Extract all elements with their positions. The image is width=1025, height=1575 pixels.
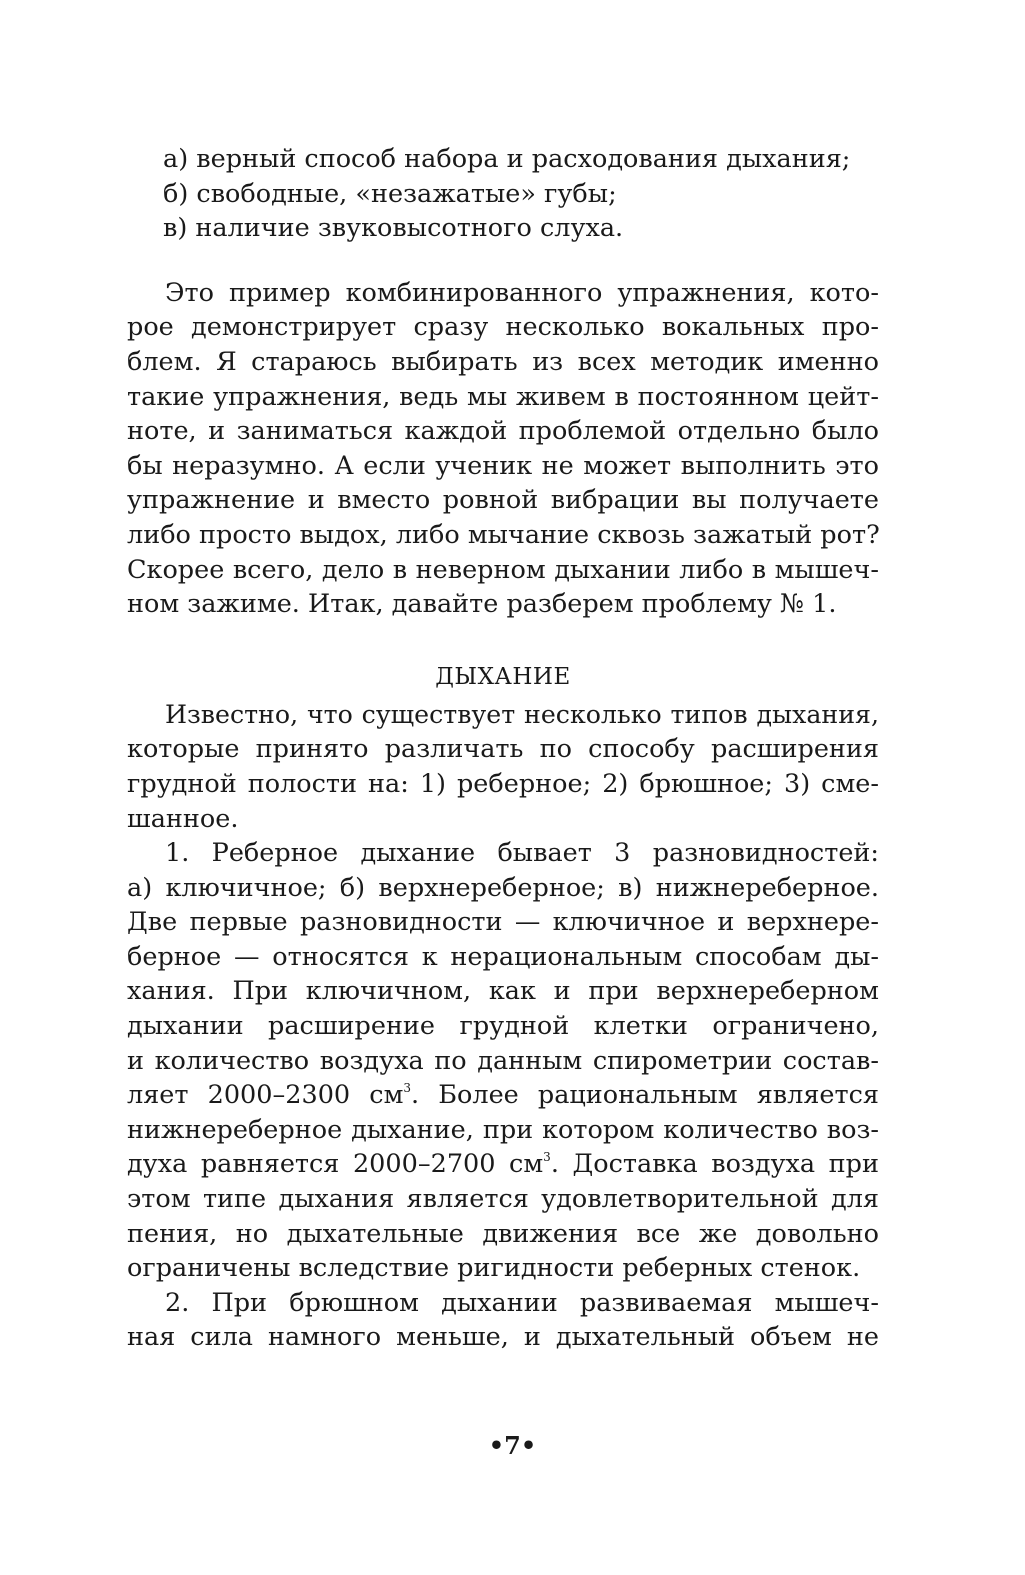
paragraph-line: берное — относятся к нерациональным способам ды-: [127, 941, 879, 972]
list-item: а) верный способ набора и расходования дыхания;: [163, 144, 851, 174]
paragraph-line: ноте, и заниматься каждой проблемой отдельно было: [127, 416, 879, 447]
paragraph-line: а) ключичное; б) верхнереберное; в) нижнереберное.: [127, 872, 879, 903]
paragraph-line: ограничены вследствие ригидности реберных стенок.: [127, 1253, 861, 1284]
paragraph-line: Две первые разновидности — ключичное и верхнере-: [127, 907, 879, 938]
superscript: 3: [543, 1149, 551, 1164]
paragraph-line: рое демонстрирует сразу несколько вокальных про-: [127, 312, 879, 343]
list-item: б) свободные, «незажатые» губы;: [163, 178, 617, 209]
paragraph-line: либо просто выдох, либо мычание сквозь зажатый рот?: [127, 519, 880, 550]
page-body: [127, 142, 879, 1355]
paragraph-line: упражнение и вместо ровной вибрации вы получаете: [127, 485, 879, 516]
text-run: . Более рациональным является: [411, 1080, 879, 1111]
paragraph-abdominal-breathing: [127, 1286, 879, 1355]
text-run: . Доставка воздуха при: [550, 1149, 879, 1180]
paragraph-line: 2. При брюшном дыхании развиваемая мышеч-: [165, 1287, 879, 1318]
paragraph-line: Это пример комбинированного упражнения, кото-: [165, 277, 879, 308]
list-item: в) наличие звуковысотного слуха.: [163, 213, 624, 244]
paragraph-line: хания. При ключичном, как и при верхнереберном: [127, 976, 879, 1007]
section-heading: ДЫХАНИЕ: [435, 663, 571, 690]
paragraph-line-volume-1: [127, 1078, 879, 1113]
paragraph-line: дыхании расширение грудной клетки ограничено,: [127, 1011, 879, 1042]
paragraph-costal-breathing: [127, 836, 879, 1286]
paragraph-line: нижнереберное дыхание, при котором количество воз-: [127, 1114, 879, 1145]
superscript: 3: [403, 1080, 412, 1095]
page-number: •7•: [488, 1431, 537, 1460]
paragraph-line: шанное.: [127, 803, 239, 834]
paragraph-line-volume-2: [127, 1147, 879, 1182]
paragraph-line: этом типе дыхания является удовлетворительной для: [127, 1184, 879, 1215]
paragraph-line: грудной полости на: 1) реберное; 2) брюшное; 3) сме-: [127, 768, 879, 799]
paragraph-line: Скорее всего, дело в неверном дыхании либо в мышеч-: [127, 554, 879, 585]
paragraph-line: ном зажиме. Итак, давайте разберем проблему № 1.: [127, 589, 837, 620]
text-run: духа равняется 2000–2700 см: [127, 1149, 544, 1180]
text-run: ляет 2000–2300 см: [127, 1080, 404, 1111]
paragraph-line: бы неразумно. А если ученик не может выполнить это: [127, 450, 879, 481]
paragraph-breathing-types: [127, 698, 879, 836]
paragraph-line: 1. Реберное дыхание бывает 3 разновидностей:: [165, 838, 879, 869]
paragraph-line: пения, но дыхательные движения все же довольно: [127, 1218, 879, 1249]
requirements-list: [127, 142, 879, 246]
paragraph-line: и количество воздуха по данным спирометрии состав-: [127, 1045, 879, 1076]
paragraph-combined-exercise: [127, 276, 879, 622]
paragraph-line: блем. Я стараюсь выбирать из всех методик именно: [127, 346, 879, 377]
paragraph-line: ная сила намного меньше, и дыхательный объем не: [127, 1322, 879, 1353]
paragraph-line: такие упражнения, ведь мы живем в постоянном цейт-: [127, 381, 879, 412]
paragraph-line: Известно, что существует несколько типов дыхания,: [165, 699, 879, 729]
paragraph-line: которые принято различать по способу расширения: [127, 734, 879, 765]
